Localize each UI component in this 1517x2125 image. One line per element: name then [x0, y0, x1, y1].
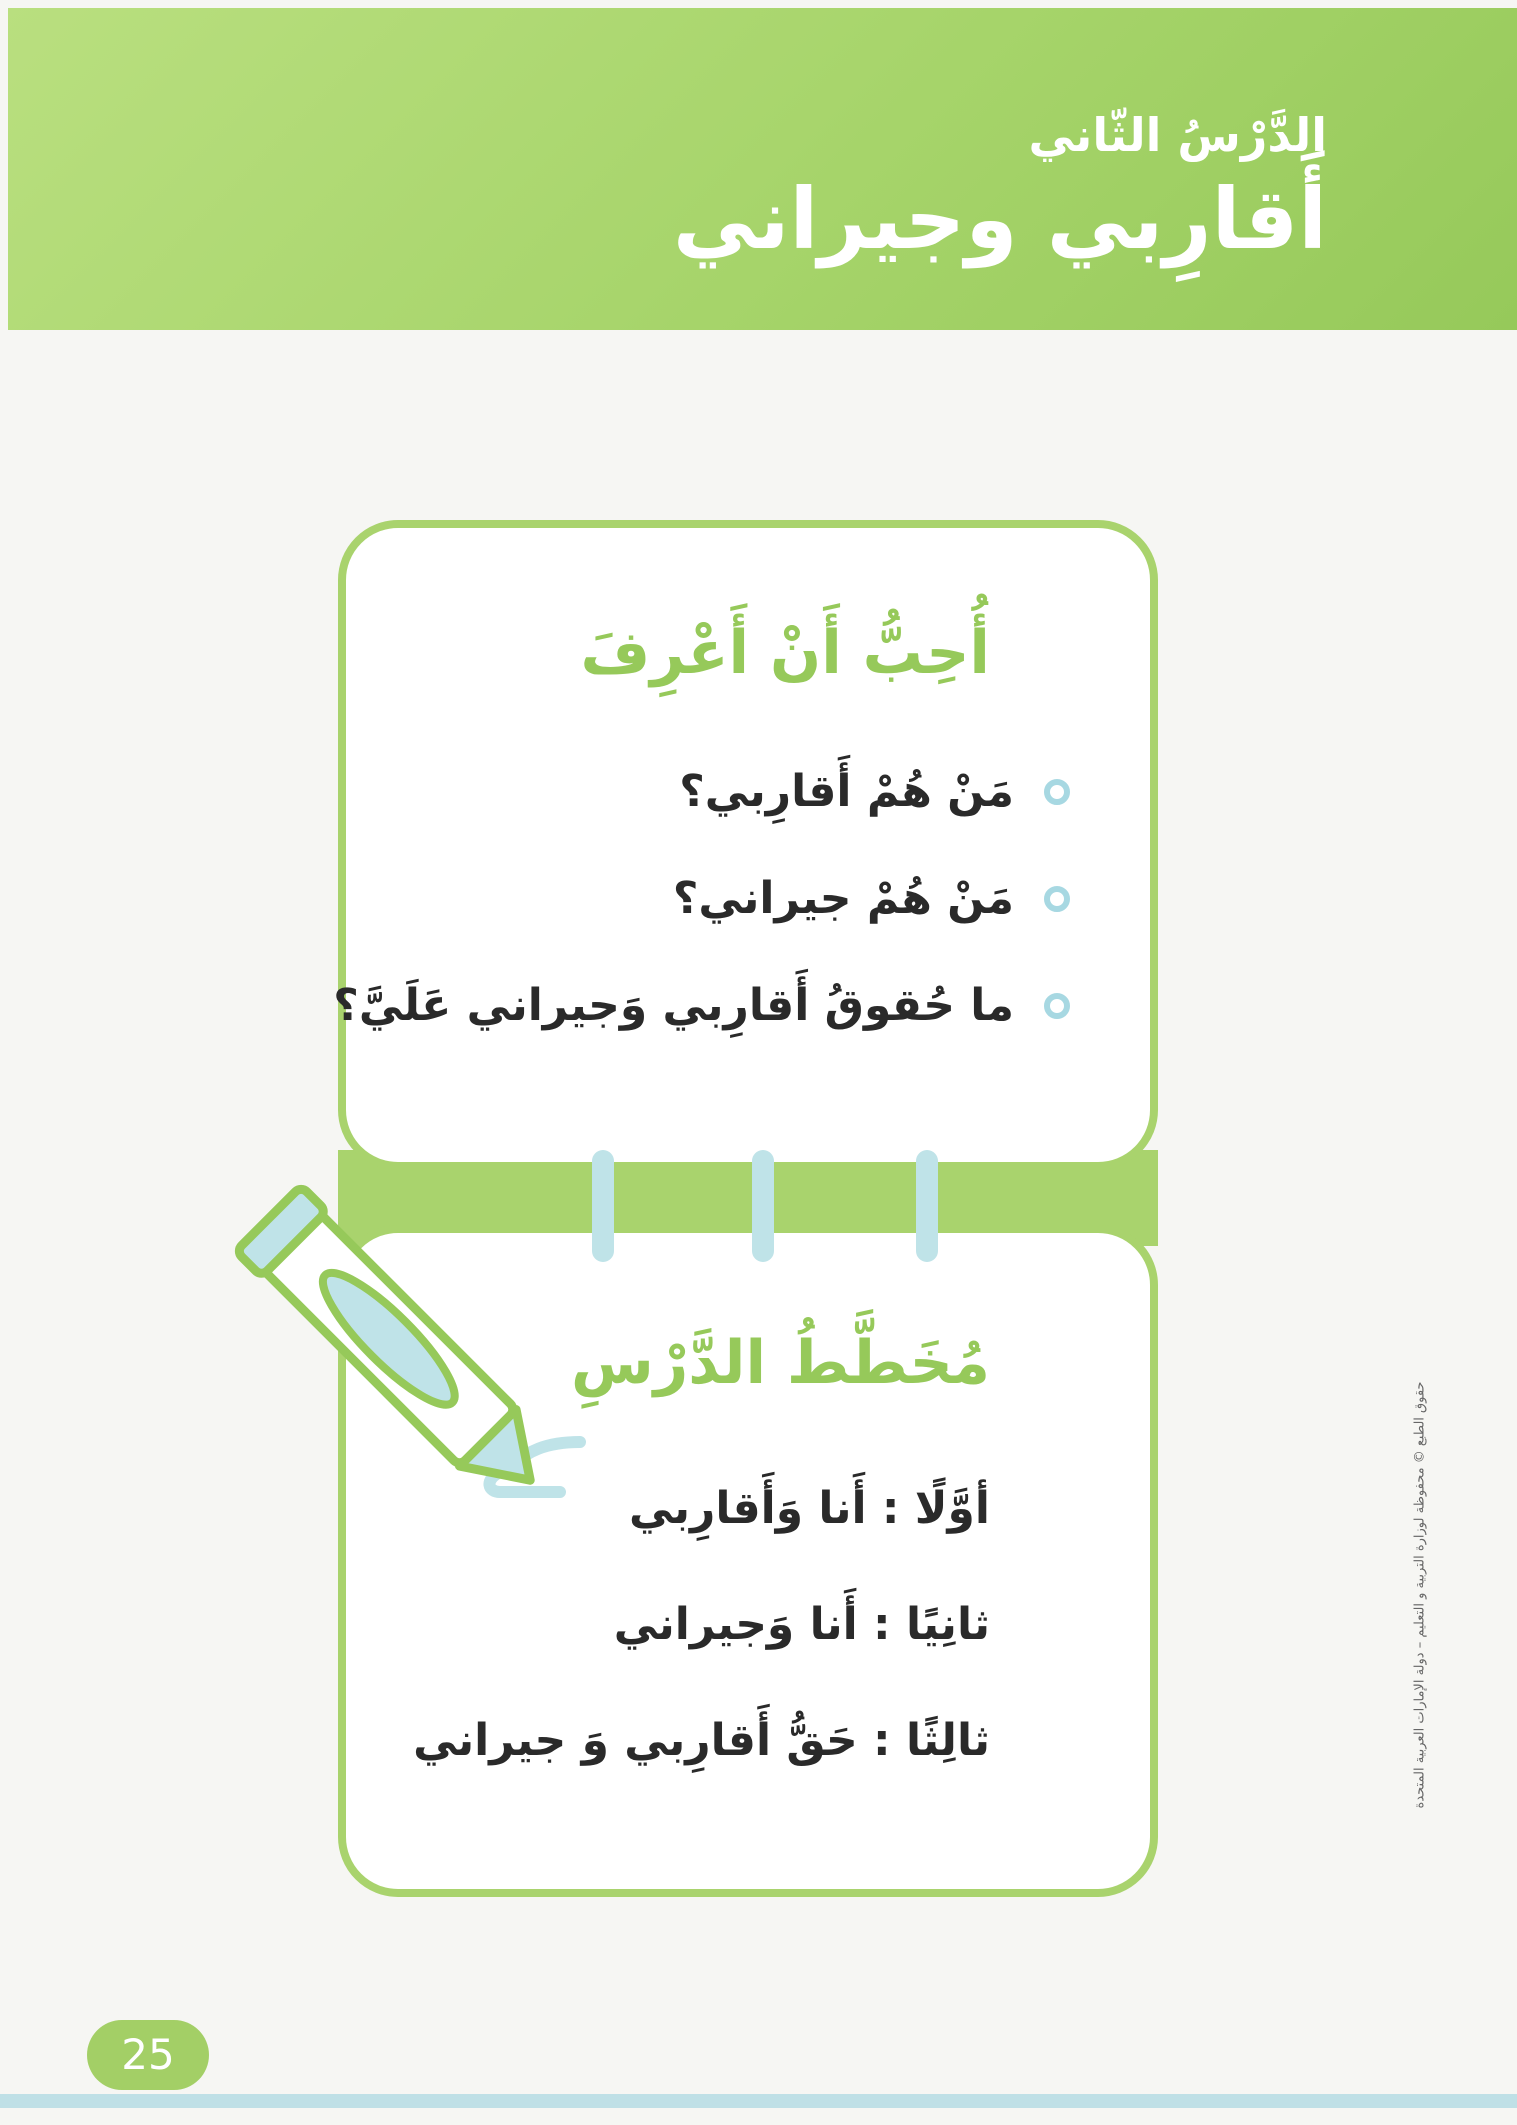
- lesson-title: أَقارِبي وجيراني: [672, 170, 1327, 269]
- learn-card-heading: أُحِبُّ أَنْ أَعْرِفَ: [580, 618, 990, 688]
- question-text: ما حُقوقُ أَقارِبي وَجيراني عَلَيَّ؟: [333, 980, 1014, 1031]
- plan-item: أوَّلًا : أَنا وَأَقارِبي: [628, 1483, 990, 1534]
- plan-item: ثالِثًا : حَقُّ أَقارِبي وَ جيراني: [413, 1715, 990, 1766]
- plan-item: ثانِيًا : أَنا وَجيراني: [613, 1599, 990, 1650]
- question-item: [673, 873, 1070, 924]
- bottom-strip: [0, 2094, 1517, 2108]
- binding-ring: [916, 1150, 938, 1262]
- binding-ring: [752, 1150, 774, 1262]
- question-text: مَنْ هُمْ جيراني؟: [672, 873, 1014, 924]
- plan-card-heading: مُخَطَّطُ الدَّرْسِ: [570, 1328, 990, 1398]
- circle-bullet-icon: [1044, 779, 1070, 805]
- question-item: [333, 980, 1070, 1031]
- question-item: [679, 766, 1070, 817]
- circle-bullet-icon: [1044, 886, 1070, 912]
- lesson-header: [673, 108, 1327, 268]
- page-number: 25: [87, 2020, 209, 2090]
- question-text: مَنْ هُمْ أَقارِبي؟: [679, 766, 1014, 817]
- lesson-number: الدَّرْسُ الثّاني: [1028, 108, 1327, 162]
- crayon-icon: [200, 1180, 600, 1500]
- copyright-text: حقوق الطبع © محفوظة لوزارة التربية و التعليم – دولة الإمارات العربية المتحدة: [1412, 1381, 1428, 1809]
- copyright-note: [1412, 1360, 1428, 1830]
- learn-card: [333, 520, 1158, 1170]
- circle-bullet-icon: [1044, 993, 1070, 1019]
- header-band: [8, 8, 1517, 330]
